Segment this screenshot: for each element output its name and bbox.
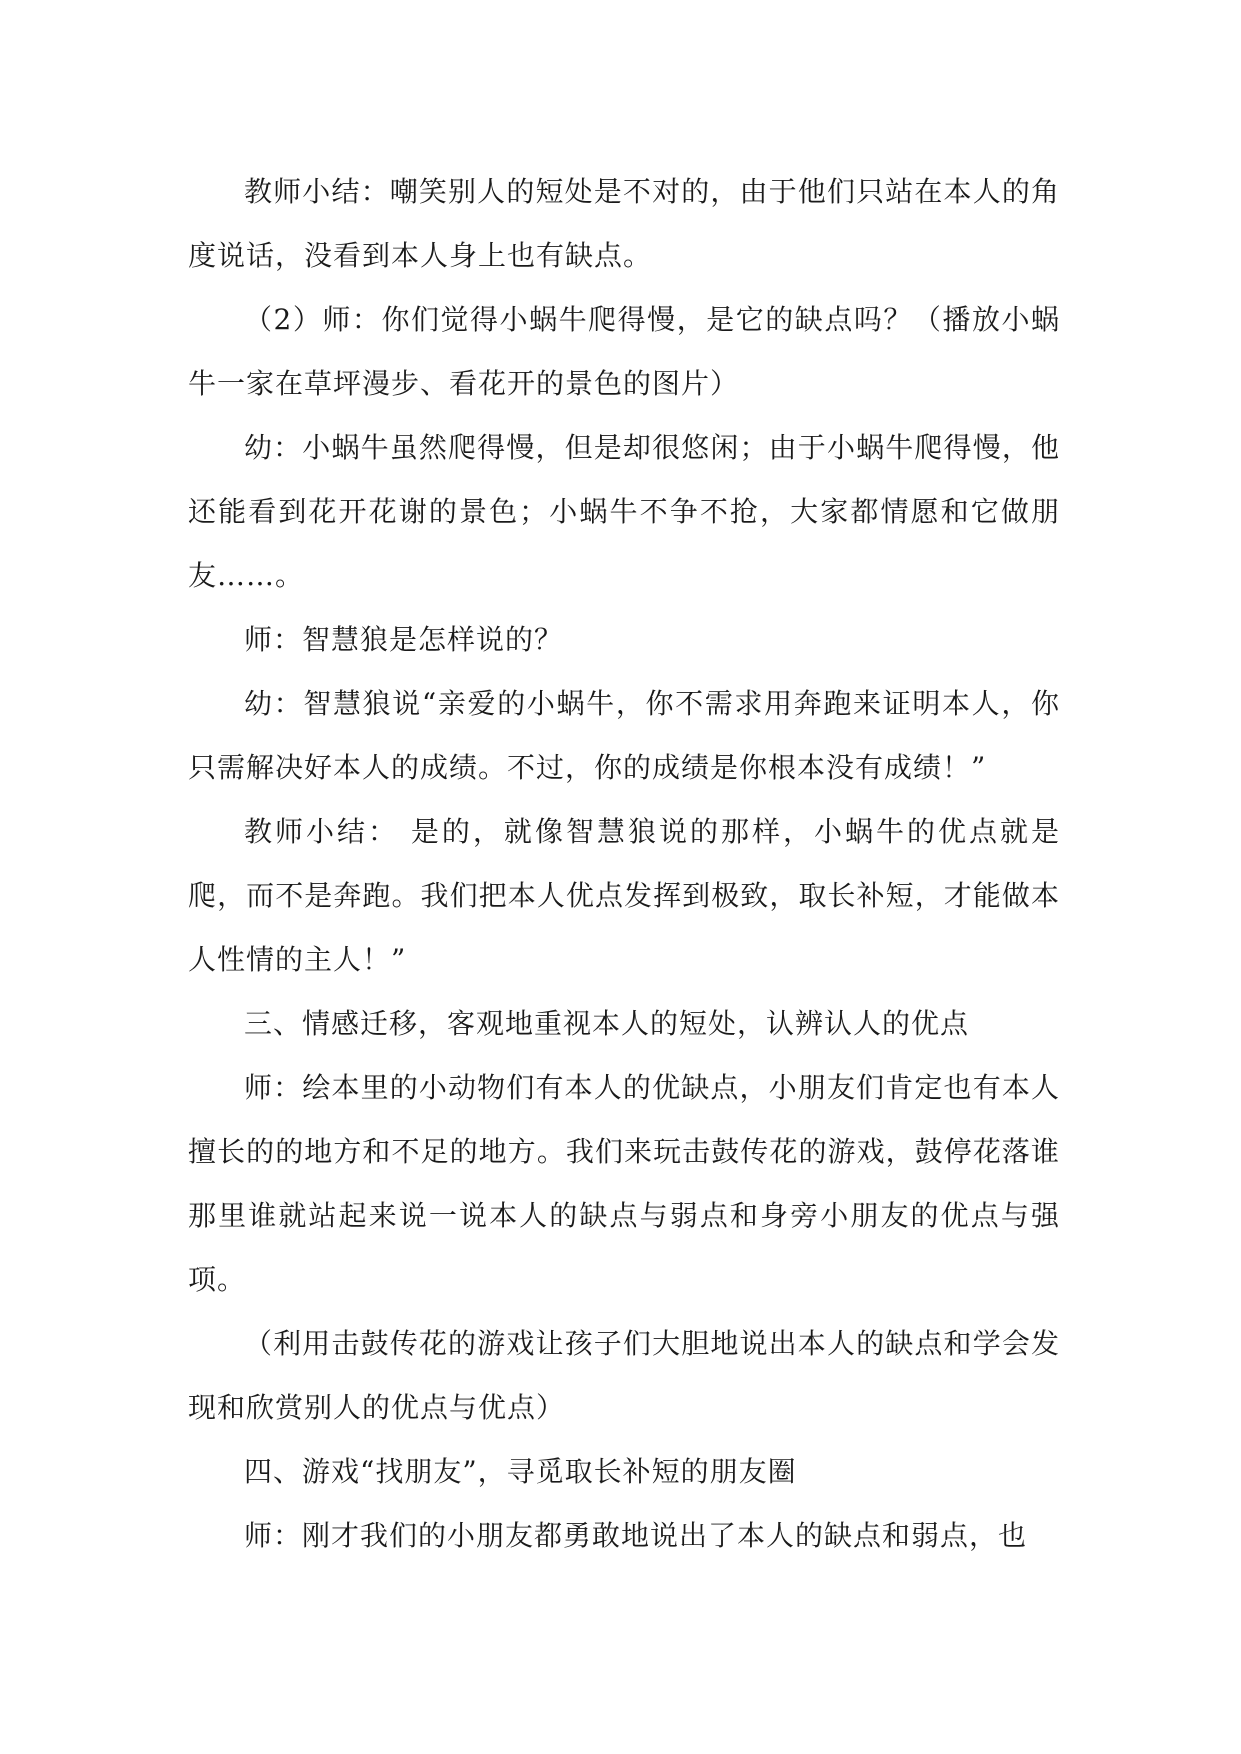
paragraph-teacher-summary-2: 教师小结： 是的，就像智慧狼说的那样，小蜗牛的优点就是爬，而不是奔跑。我们把本人优点发挥到极致，取长补短，才能做本人性情的主人！”: [188, 815, 1060, 976]
section-heading-4: 四、游戏“找朋友”，寻觅取长补短的朋友圈: [244, 1455, 797, 1488]
document-body: [188, 160, 1060, 1568]
paragraph-game-note: （利用击鼓传花的游戏让孩子们大胆地说出本人的缺点和学会发现和欣赏别人的优点与优点）: [188, 1327, 1060, 1424]
paragraph-teacher-question: 师：智慧狼是怎样说的？: [244, 623, 564, 656]
paragraph-question-snail: （2）师：你们觉得小蜗牛爬得慢，是它的缺点吗？（播放小蜗牛一家在草坪漫步、看花开的景色的图片）: [188, 303, 1060, 400]
paragraph-child-answer-1: 幼：小蜗牛虽然爬得慢，但是却很悠闲；由于小蜗牛爬得慢，他还能看到花开花谢的景色；小蜗牛不争不抢，大家都情愿和它做朋友……。: [188, 431, 1060, 592]
section-heading-3: 三、情感迁移，客观地重视本人的短处，认辨认人的优点: [244, 1007, 970, 1040]
paragraph-teacher-game-intro: 师：绘本里的小动物们有本人的优缺点，小朋友们肯定也有本人擅长的的地方和不足的地方。我们来玩击鼓传花的游戏，鼓停花落谁那里谁就站起来说一说本人的缺点与弱点和身旁小朋友的优点与强项。: [188, 1071, 1060, 1296]
paragraph-teacher-summary-1: 教师小结：嘲笑别人的短处是不对的，由于他们只站在本人的角度说话，没看到本人身上也有缺点。: [188, 175, 1060, 272]
paragraph-child-answer-2: 幼：智慧狼说“亲爱的小蜗牛，你不需求用奔跑来证明本人，你只需解决好本人的成绩。不过，你的成绩是你根本没有成绩！”: [188, 687, 1060, 784]
paragraph-teacher-closing: 师：刚才我们的小朋友都勇敢地说出了本人的缺点和弱点，也: [244, 1519, 1028, 1552]
